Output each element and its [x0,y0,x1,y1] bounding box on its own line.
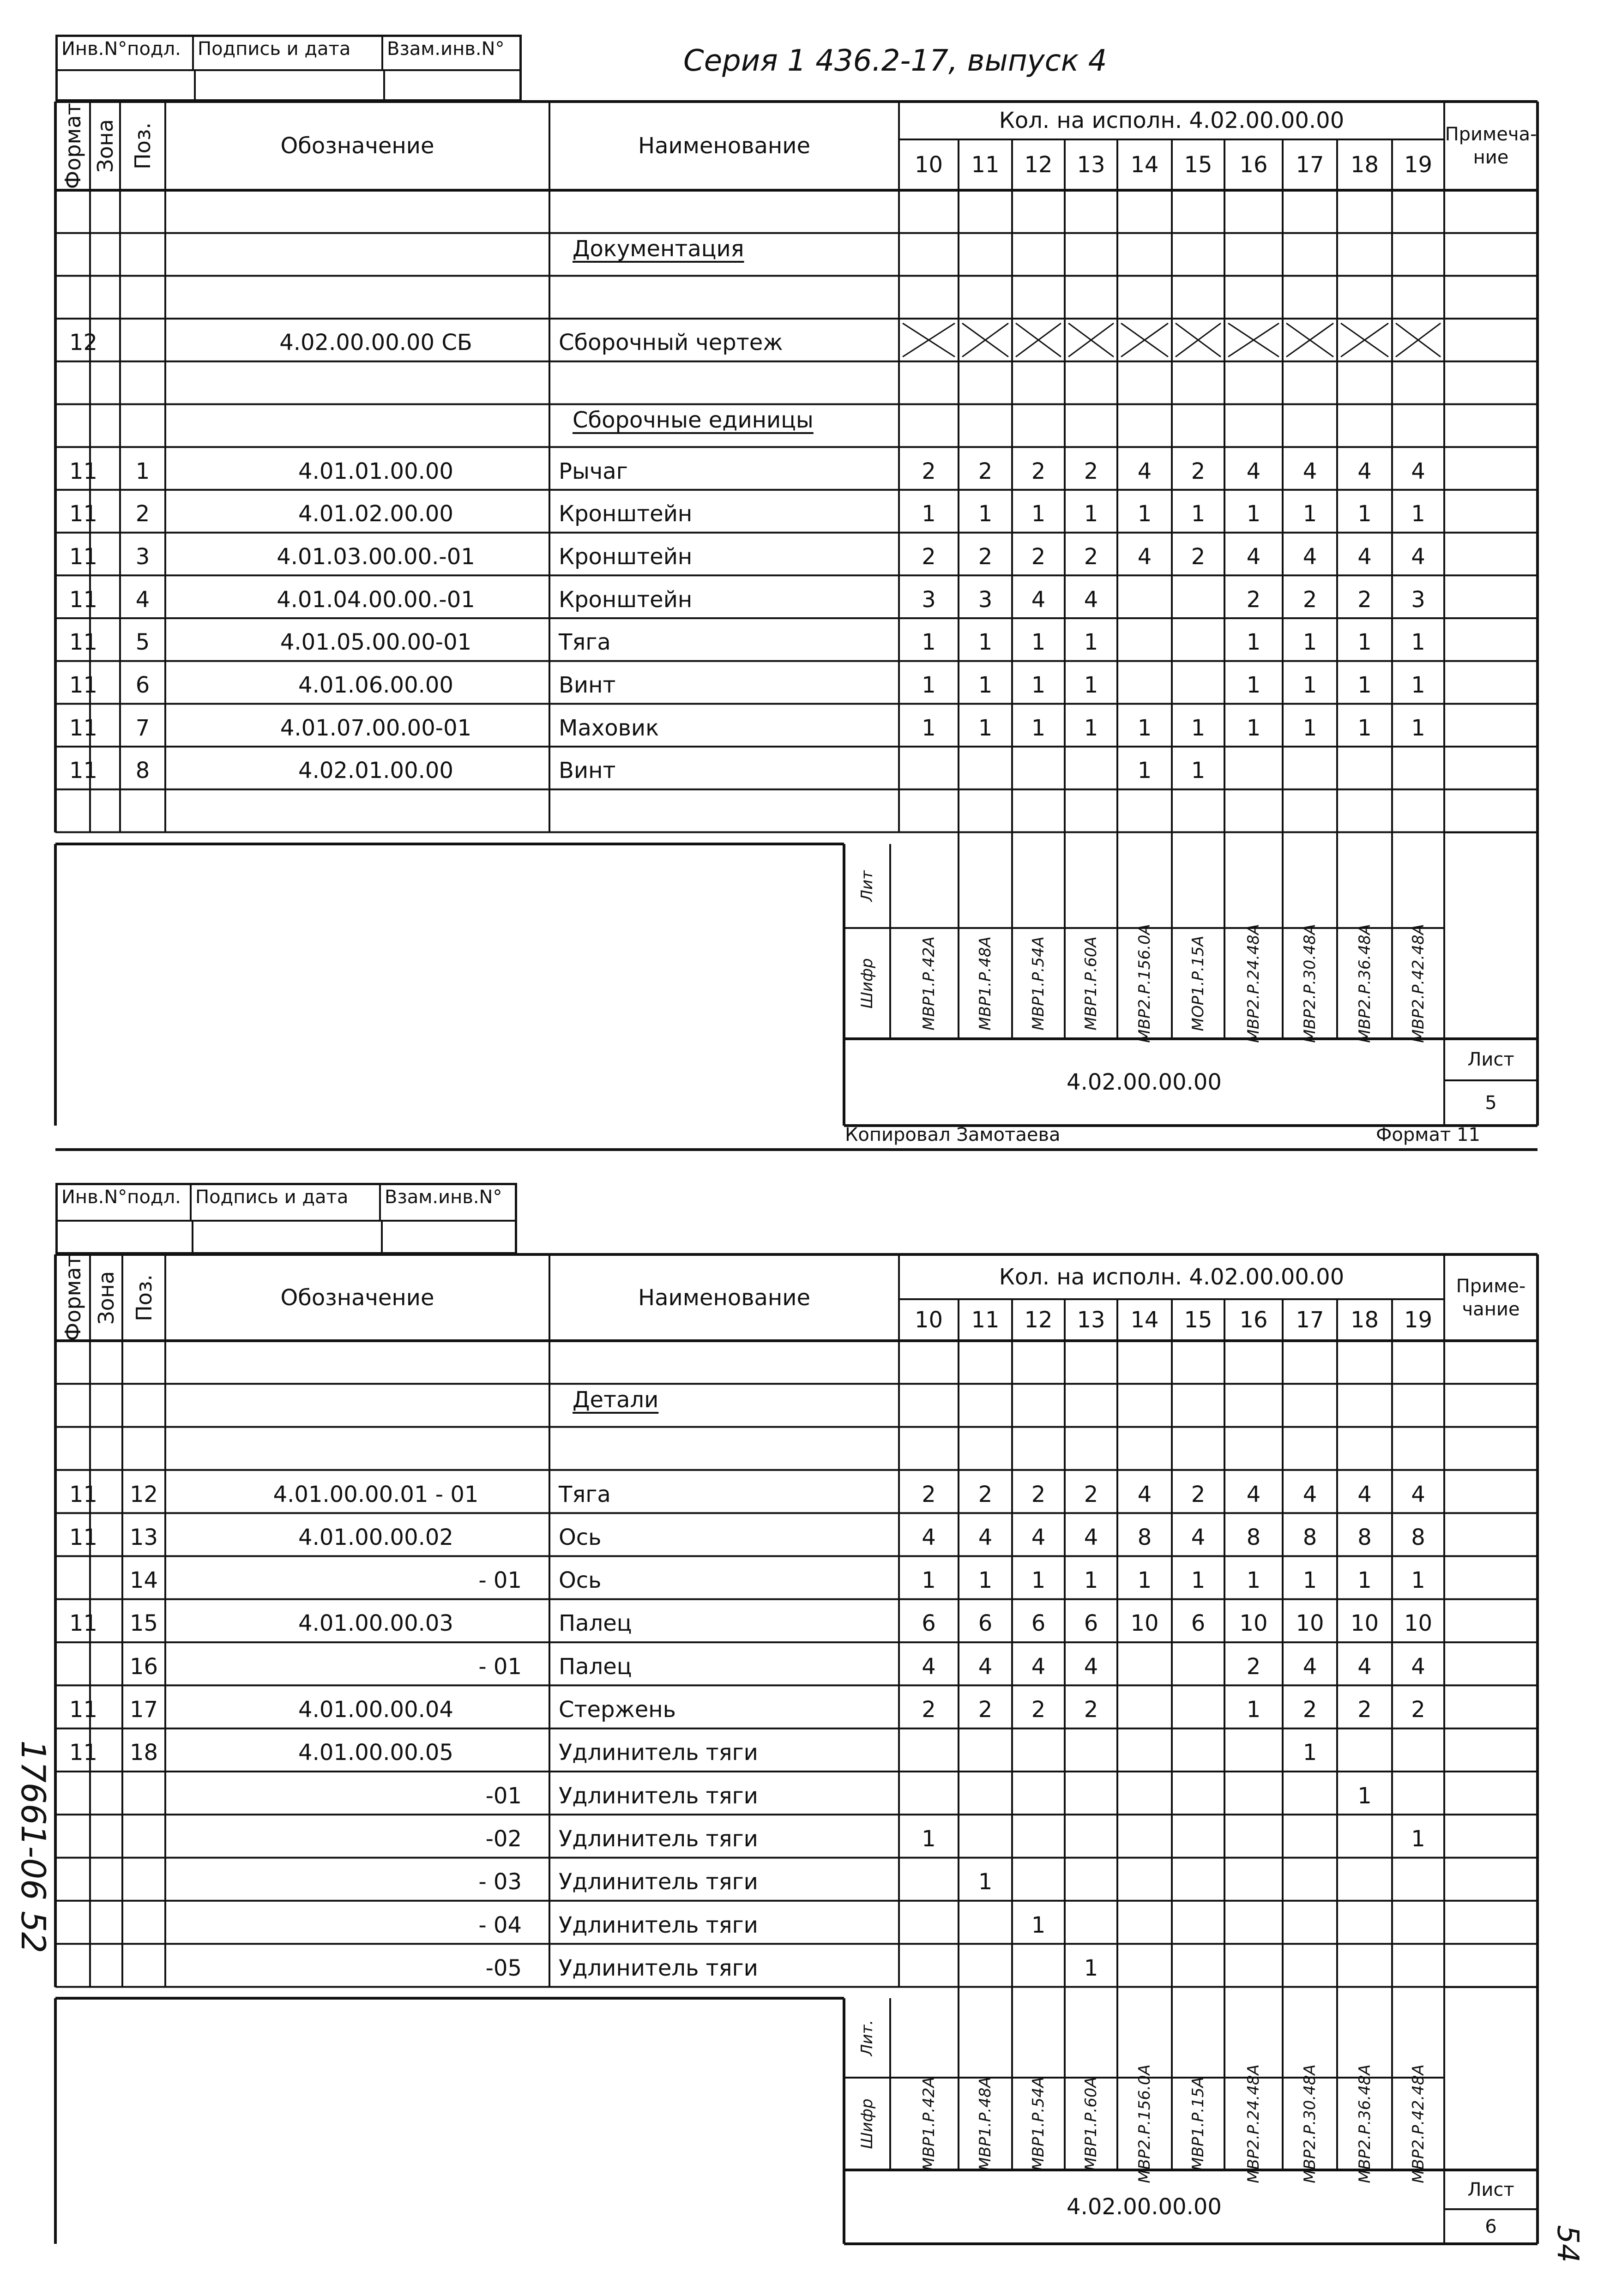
row-poz: 18 [129,1740,158,1766]
qty-cell: 2 [1357,586,1372,613]
qty-cell: 1 [1031,715,1046,741]
header-poz: Поз. [131,1274,157,1321]
qty-cell: 8 [1246,1524,1261,1550]
qty-cell: 4 [1357,1481,1372,1507]
variant-header: 19 [1404,1307,1433,1333]
row-name: Удлинитель тяги [559,1740,758,1766]
row-oboznachenie: 4.01.06.00.00 [298,672,453,699]
row-format: 11 [69,629,98,656]
stamp-inv-podl-2: Инв.N°подл. [58,1185,192,1220]
shifr-code: МВР1.Р.60А [1082,936,1100,1030]
qty-cell: 10 [1130,1610,1159,1637]
qty-cell: 6 [978,1610,993,1637]
doc-code: 4.02.00.00.00 [1067,2194,1222,2220]
row-oboznachenie: -01 [485,1783,522,1809]
qty-cell: 4 [978,1524,993,1550]
qty-cell: 4 [1357,1653,1372,1680]
header-zona: Зона [92,119,118,173]
qty-cell: 4 [1031,1653,1046,1680]
qty-cell: 1 [978,1567,993,1594]
list-label: Лист [1467,2179,1514,2200]
qty-cell: 1 [1246,501,1261,527]
qty-cell: 1 [1357,629,1372,656]
variant-header: 10 [914,1307,943,1333]
qty-cell: 4 [1137,458,1152,484]
row-poz: 4 [135,586,150,613]
shifr-code: МВР1.Р.54А [1029,936,1048,1030]
qty-cell: 1 [1137,501,1152,527]
row-name: Тяга [559,629,611,656]
row-name: Стержень [559,1697,676,1723]
qty-cell: 4 [1246,458,1261,484]
qty-cell: 4 [1191,1524,1206,1550]
qty-cell: 8 [1357,1524,1372,1550]
row-oboznachenie: -02 [485,1826,522,1852]
row-format: 11 [69,1481,98,1507]
variant-header: 11 [971,152,1000,178]
section-title: Документация [573,236,744,262]
qty-cell: 1 [1411,629,1425,656]
qty-cell: 2 [1411,1697,1425,1723]
qty-cell: 1 [922,501,936,527]
variant-header: 18 [1350,1307,1379,1333]
qty-cell: 4 [1031,1524,1046,1550]
list-number: 5 [1485,1092,1497,1114]
qty-cell: 1 [1137,715,1152,741]
qty-cell: 1 [1084,629,1098,656]
stamp-inv-podl: Инв.N°подл. [58,37,194,69]
qty-cell: 1 [1137,758,1152,784]
qty-cell: 1 [922,1567,936,1594]
qty-cell: 2 [978,1481,993,1507]
variant-header: 14 [1130,1307,1159,1333]
header-primechanie: Примеча- ние [1445,124,1537,168]
qty-cell: 2 [1246,586,1261,613]
qty-cell: 1 [978,672,993,699]
qty-cell: 4 [978,1653,993,1680]
stamp-vzam-2: Взам.инв.N° [385,1187,502,1208]
variant-header: 15 [1184,1307,1212,1333]
shifr-code: МВР1.Р.54А [1029,2077,1048,2171]
qty-cell: 1 [922,1826,936,1852]
row-oboznachenie: 4.01.00.00.04 [298,1697,453,1723]
qty-cell: 2 [1031,1481,1046,1507]
stamp-vzam: Взам.инв.N° [387,38,505,60]
row-oboznachenie: - 04 [478,1912,522,1938]
section-title: Сборочные единицы [573,407,814,433]
qty-cell: 2 [1084,458,1098,484]
variant-header: 14 [1130,152,1159,178]
row-poz: 15 [129,1610,158,1637]
page-number: 54 [1550,2225,1585,2263]
row-format: 11 [69,501,98,527]
qty-cell: 1 [1084,672,1098,699]
variant-header: 17 [1296,1307,1324,1333]
qty-cell: 1 [1303,501,1317,527]
doc-code: 4.02.00.00.00 [1067,1069,1222,1095]
header-primechanie: Приме- чание [1456,1275,1526,1320]
qty-cell: 10 [1404,1610,1433,1637]
row-format: 11 [69,758,98,784]
qty-cell: 1 [922,629,936,656]
shifr-code: МВР2.Р.36.48А [1355,2064,1374,2183]
row-poz: 1 [135,458,150,484]
qty-cell: 1 [1246,715,1261,741]
qty-cell: 2 [922,543,936,570]
qty-cell: 4 [1246,543,1261,570]
row-name: Рычаг [559,458,628,484]
row-name: Кронштейн [559,586,693,613]
qty-cell: 4 [1084,586,1098,613]
qty-cell: 4 [1411,458,1425,484]
shifr-code: МВР2.Р.156.0А [1135,2064,1154,2183]
qty-cell: 1 [1411,501,1425,527]
row-format: 11 [69,1740,98,1766]
qty-cell: 1 [1411,1826,1425,1852]
row-name: Маховик [559,715,659,741]
qty-cell: 2 [1191,1481,1206,1507]
shifr-code: МВР1.Р.15А [1189,2077,1207,2171]
qty-cell: 2 [1303,1697,1317,1723]
qty-cell: 8 [1303,1524,1317,1550]
qty-cell: 1 [1246,672,1261,699]
qty-cell: 4 [922,1653,936,1680]
qty-cell: 4 [1303,1481,1317,1507]
row-poz: 8 [135,758,150,784]
shifr-code: МВР2.Р.24.48А [1244,924,1263,1043]
row-name: Винт [559,758,616,784]
qty-cell: 1 [1031,629,1046,656]
row-name: Сборочный чертеж [559,330,783,356]
row-format: 11 [69,543,98,570]
qty-cell: 2 [1084,543,1098,570]
qty-cell: 1 [1411,672,1425,699]
qty-cell: 2 [1246,1653,1261,1680]
list-label: Лист [1467,1049,1514,1070]
shifr-code: МВР2.Р.24.48А [1244,2064,1263,2183]
header-format: Формат [60,1254,85,1341]
qty-cell: 1 [922,715,936,741]
row-oboznachenie: - 01 [478,1653,522,1680]
margin-number: 17661-06 52 [14,1740,53,1953]
qty-cell: 6 [1031,1610,1046,1637]
row-oboznachenie: -05 [485,1955,522,1981]
qty-cell: 4 [1084,1653,1098,1680]
header-naimenovanie: Наименование [638,1284,811,1311]
row-format: 11 [69,1697,98,1723]
row-poz: 17 [129,1697,158,1723]
qty-cell: 4 [1084,1524,1098,1550]
row-format: 11 [69,672,98,699]
qty-cell: 2 [978,458,993,484]
row-name: Винт [559,672,616,699]
qty-cell: 8 [1137,1524,1152,1550]
qty-cell: 4 [1031,586,1046,613]
header-naimenovanie: Наименование [638,133,811,159]
qty-cell: 2 [1031,458,1046,484]
qty-cell: 1 [1084,1567,1098,1594]
qty-cell: 1 [1303,672,1317,699]
row-format: 11 [69,1610,98,1637]
row-name: Удлинитель тяги [559,1955,758,1981]
variant-header: 12 [1024,1307,1053,1333]
qty-cell: 4 [1411,543,1425,570]
variant-header: 15 [1184,152,1212,178]
shifr-code: МВР1.Р.42А [919,936,938,1030]
row-poz: 13 [129,1524,158,1550]
row-oboznachenie: 4.01.04.00.00.-01 [277,586,475,613]
shifr-code: МВР2.Р.42.48А [1409,2064,1428,2183]
qty-cell: 1 [1191,501,1206,527]
variant-header: 17 [1296,152,1324,178]
qty-cell: 1 [1357,1783,1372,1809]
header-zona: Зона [94,1271,119,1325]
header-kol-caption: Кол. на исполн. 4.02.00.00.00 [999,108,1345,133]
shifr-label: Шифр [858,2098,876,2149]
row-poz: 3 [135,543,150,570]
qty-cell: 4 [1357,458,1372,484]
shifr-code: МВР2.Р.30.48А [1301,2064,1319,2183]
qty-cell: 2 [978,543,993,570]
lit-label: Лит. [858,2019,876,2056]
qty-cell: 6 [1084,1610,1098,1637]
row-name: Ось [559,1524,602,1550]
qty-cell: 1 [1357,715,1372,741]
variant-header: 18 [1350,152,1379,178]
qty-cell: 4 [1303,1653,1317,1680]
row-oboznachenie: 4.02.00.00.00 СБ [279,330,472,356]
qty-cell: 1 [978,629,993,656]
qty-cell: 2 [978,1697,993,1723]
qty-cell: 2 [1084,1481,1098,1507]
qty-cell: 1 [1191,715,1206,741]
row-poz: 7 [135,715,150,741]
qty-cell: 2 [922,1697,936,1723]
qty-cell: 1 [978,501,993,527]
qty-cell: 1 [1191,1567,1206,1594]
list-number: 6 [1485,2216,1497,2237]
qty-cell: 1 [1303,629,1317,656]
qty-cell: 2 [922,1481,936,1507]
qty-cell: 1 [1031,672,1046,699]
shifr-code: МВР2.Р.36.48А [1355,924,1374,1043]
qty-cell: 1 [1303,1567,1317,1594]
variant-header: 16 [1239,152,1268,178]
header-format: Формат [60,102,85,189]
qty-cell: 1 [1246,1697,1261,1723]
qty-cell: 2 [1191,458,1206,484]
qty-cell: 1 [978,715,993,741]
variant-header: 13 [1077,1307,1105,1333]
shifr-code: МВР2.Р.42.48А [1409,924,1428,1043]
shifr-code: МВР2.Р.30.48А [1301,924,1319,1043]
qty-cell: 6 [1191,1610,1206,1637]
row-oboznachenie: - 03 [478,1869,522,1895]
qty-cell: 1 [1031,501,1046,527]
variant-header: 13 [1077,152,1105,178]
qty-cell: 2 [1031,1697,1046,1723]
qty-cell: 1 [1246,1567,1261,1594]
row-oboznachenie: 4.01.02.00.00 [298,501,453,527]
variant-header: 19 [1404,152,1433,178]
lit-label: Лит [858,870,876,902]
qty-cell: 1 [1031,1912,1046,1938]
qty-cell: 1 [922,672,936,699]
row-poz: 5 [135,629,150,656]
row-name: Палец [559,1610,632,1637]
qty-cell: 3 [922,586,936,613]
copied-by: Копировал Замотаева [845,1124,1061,1145]
qty-cell: 1 [1357,672,1372,699]
shifr-label: Шифр [858,958,876,1009]
qty-cell: 2 [1084,1697,1098,1723]
row-poz: 14 [129,1567,158,1594]
row-name: Ось [559,1567,602,1594]
row-format: 11 [69,458,98,484]
row-poz: 2 [135,501,150,527]
header-poz: Поз. [130,122,155,169]
stamp-podpis-2: Подпись и дата [192,1185,381,1220]
qty-cell: 3 [1411,586,1425,613]
row-oboznachenie: 4.01.07.00.00-01 [280,715,472,741]
shifr-code: МВР1.Р.48А [976,936,995,1030]
shifr-code: МВР1.Р.48А [976,2077,995,2171]
qty-cell: 10 [1296,1610,1324,1637]
qty-cell: 1 [978,1869,993,1895]
shifr-code: МВР1.Р.60А [1082,2077,1100,2171]
variant-header: 10 [914,152,943,178]
qty-cell: 4 [1246,1481,1261,1507]
row-name: Удлинитель тяги [559,1869,758,1895]
qty-cell: 4 [1357,543,1372,570]
stamp-podpis: Подпись и дата [194,37,383,69]
format-note: Формат 11 [1376,1124,1480,1145]
section-title: Детали [573,1386,659,1413]
shifr-code: МВР1.Р.42А [919,2077,938,2171]
qty-cell: 1 [1137,1567,1152,1594]
header-oboznachenie: Обозначение [280,1284,434,1311]
qty-cell: 10 [1350,1610,1379,1637]
row-oboznachenie: 4.01.00.00.02 [298,1524,453,1550]
row-format: 12 [69,330,98,356]
row-format: 11 [69,586,98,613]
header-oboznachenie: Обозначение [280,133,434,159]
qty-cell: 1 [1084,715,1098,741]
qty-cell: 2 [1303,586,1317,613]
row-format: 11 [69,715,98,741]
qty-cell: 4 [1411,1481,1425,1507]
row-name: Удлинитель тяги [559,1783,758,1809]
qty-cell: 1 [1357,501,1372,527]
qty-cell: 6 [922,1610,936,1637]
shifr-code: МОР1.Р.15А [1189,935,1207,1031]
qty-cell: 4 [1303,543,1317,570]
row-oboznachenie: 4.01.03.00.00.-01 [277,543,475,570]
qty-cell: 10 [1239,1610,1268,1637]
row-name: Палец [559,1653,632,1680]
row-name: Удлинитель тяги [559,1912,758,1938]
qty-cell: 4 [1137,543,1152,570]
qty-cell: 2 [1191,543,1206,570]
row-oboznachenie: 4.02.01.00.00 [298,758,453,784]
qty-cell: 1 [1357,1567,1372,1594]
shifr-code: МВР2.Р.156.0А [1135,924,1154,1043]
row-name: Кронштейн [559,501,693,527]
row-oboznachenie: 4.01.00.00.03 [298,1610,453,1637]
qty-cell: 1 [1084,1955,1098,1981]
qty-cell: 2 [1031,543,1046,570]
qty-cell: 1 [1303,715,1317,741]
variant-header: 11 [971,1307,1000,1333]
row-poz: 6 [135,672,150,699]
header-kol-caption: Кол. на исполн. 4.02.00.00.00 [999,1264,1345,1290]
row-oboznachenie: 4.01.00.00.01 - 01 [273,1481,479,1507]
qty-cell: 1 [1031,1567,1046,1594]
row-name: Тяга [559,1481,611,1507]
qty-cell: 1 [1303,1740,1317,1766]
qty-cell: 1 [1246,629,1261,656]
row-format: 11 [69,1524,98,1550]
qty-cell: 3 [978,586,993,613]
row-poz: 16 [129,1653,158,1680]
qty-cell: 2 [922,458,936,484]
row-name: Кронштейн [559,543,693,570]
row-poz: 12 [129,1481,158,1507]
qty-cell: 4 [1137,1481,1152,1507]
series-title: Серия 1 436.2-17, выпуск 4 [683,44,1107,78]
qty-cell: 1 [1411,715,1425,741]
qty-cell: 1 [1411,1567,1425,1594]
row-oboznachenie: 4.01.00.00.05 [298,1740,453,1766]
row-name: Удлинитель тяги [559,1826,758,1852]
qty-cell: 4 [1303,458,1317,484]
variant-header: 16 [1239,1307,1268,1333]
row-oboznachenie: 4.01.01.00.00 [298,458,453,484]
qty-cell: 8 [1411,1524,1425,1550]
row-oboznachenie: 4.01.05.00.00-01 [280,629,472,656]
qty-cell: 4 [1411,1653,1425,1680]
row-oboznachenie: - 01 [478,1567,522,1594]
qty-cell: 1 [1084,501,1098,527]
qty-cell: 1 [1191,758,1206,784]
qty-cell: 4 [922,1524,936,1550]
qty-cell: 2 [1357,1697,1372,1723]
variant-header: 12 [1024,152,1053,178]
